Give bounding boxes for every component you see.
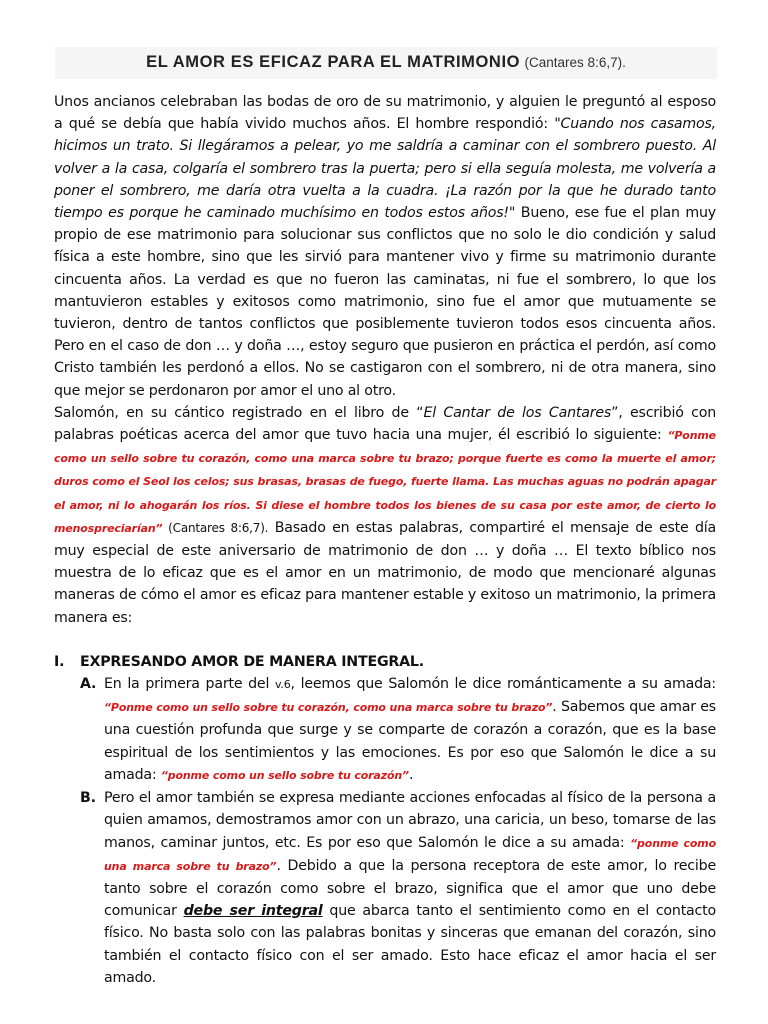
anecdote-intro: Unos ancianos celebraban las bodas de oro de su matrimonio, y alguien le preguntó al esposo a qué se debía que había vivido muchos años. El hombre respondió: bbox=[54, 94, 716, 133]
section-title: EXPRESANDO AMOR DE MANERA INTEGRAL. bbox=[80, 653, 424, 670]
item-b-text bbox=[104, 787, 716, 989]
item-a-verse: v.6 bbox=[274, 678, 291, 692]
list-item-a bbox=[54, 673, 716, 787]
scripture-quote: “Ponme como un sello sobre tu corazón, como una marca sobre tu brazo; porque fuerte es como la muerte el amor; duros como el Seol los celos; sus brasas, brasas de fuego, fuerte llama. Las muchas aguas no podrán apagar el amor, ni lo ahogarán los ríos. Si diese el hombre todos los bienes de su casa por este amor, de cierto lo menospreciarían” bbox=[54, 429, 716, 535]
item-a-t4: . bbox=[408, 766, 414, 783]
item-b-emphasis: debe ser integral bbox=[183, 903, 323, 920]
item-a-t1: En la primera parte del bbox=[104, 676, 275, 693]
solomon-after-book: ”, escribió con palabras poéticas acerca del amor que tuvo hacia una mujer, él escribió lo siguiente: bbox=[54, 404, 716, 444]
paragraph-solomon bbox=[54, 402, 716, 629]
item-a-label: A. bbox=[80, 676, 97, 693]
solomon-rest: Basado en estas palabras, compartiré el mensaje de este día muy especial de este aniversario de matrimonio de don … y doña … El texto bíblico nos muestra de lo eficaz que es el amor en un matrimonio, de modo que mencionaré algunas maneras de cómo el amor es eficaz para mantener estable y exitoso un matrimonio, la primera manera es: bbox=[54, 519, 717, 626]
item-a-t3: . Sabemos que amar es una cuestión profunda que surge y se comparte de corazón a corazón, que es la base espiritual de los sentimientos y las emociones. Es por eso que Salomón le dice a su amada: bbox=[104, 699, 716, 783]
scripture-citation: (Cantares 8:6,7). bbox=[162, 520, 269, 535]
item-a-t2: , leemos que Salomón le dice románticamente a su amada: bbox=[290, 676, 716, 693]
anecdote-quote: "Cuando nos casamos, hicimos un trato. Si llegáramos a pelear, yo me saldría a caminar con el sombrero puesto. Al volver a la casa, colgaría el sombrero tras la puerta; pero si ella seguía molesta, me volvería a poner el sombrero, me daría otra vuelta a la cuadra. ¡La razón por la que he durado tanto tiempo es porque he caminado muchísimo en todos estos años!" bbox=[54, 116, 716, 222]
paragraph-anecdote bbox=[54, 91, 716, 402]
document-body bbox=[54, 91, 716, 989]
anecdote-rest: Bueno, ese fue el plan muy propio de ese matrimonio para solucionar sus conflictos que no solo le dio condición y salud física a este hombre, sino que les sirvió para mantener vivo y firme su matrimonio durante cincuenta años. La verdad es que no fueron las caminatas, ni fue el sombrero, lo que los mantuvieron estables y exitosos como matrimonio, sino fue el amor que mutuamente se tuvieron, dentro de tantos conflictos que posiblemente tuvieron todos esos cincuenta años. Pero en el caso de don … y doña …, estoy seguro que pusieron en práctica el perdón, así como Cristo también les perdonó a ellos. No se castigaron con el sombrero, ni de otra manera, sino que mejor se perdonaron por amor el uno al otro. bbox=[54, 205, 716, 399]
list-item-b bbox=[54, 787, 716, 989]
item-b-t1: Pero el amor también se expresa mediante acciones enfocadas al físico de la persona a quien amamos, demostramos amor con un abrazo, una caricia, un beso, tomarse de las manos, caminar juntos, etc. Es por eso que Salomón le dice a su amada: bbox=[104, 790, 716, 851]
item-b-t3: que abarca tanto el sentimiento como en el contacto físico. No basta solo con las palabras bonitas y sinceras que emanan del corazón, sino también el contacto físico con el ser amado. Esto hace eficaz el amor hacia el ser amado. bbox=[104, 903, 716, 986]
section-list bbox=[54, 673, 716, 989]
item-b-t2: . Debido a que la persona receptora de este amor, lo recibe tanto sobre el corazón como sobre el brazo, significa que el amor que uno debe comunicar bbox=[104, 857, 716, 920]
item-b-quote: “ponme como una marca sobre tu brazo” bbox=[104, 836, 716, 873]
section-number: I. bbox=[54, 653, 65, 670]
document-title bbox=[55, 53, 717, 72]
title-band bbox=[55, 47, 717, 79]
book-name: El Cantar de los Cantares bbox=[423, 404, 612, 421]
solomon-intro: Salomón, en su cántico registrado en el libro de “ bbox=[54, 404, 424, 421]
item-a-quote-2: “ponme como un sello sobre tu corazón” bbox=[160, 768, 409, 782]
title-reference: (Cantares 8:6,7). bbox=[524, 55, 626, 70]
item-a-text bbox=[104, 673, 716, 787]
item-a-quote-1: “Ponme como un sello sobre tu corazón, como una marca sobre tu brazo” bbox=[104, 701, 553, 715]
title-main: EL AMOR ES EFICAZ PARA EL MATRIMONIO bbox=[146, 53, 521, 71]
section-heading bbox=[54, 651, 716, 673]
item-b-label: B. bbox=[80, 790, 96, 807]
